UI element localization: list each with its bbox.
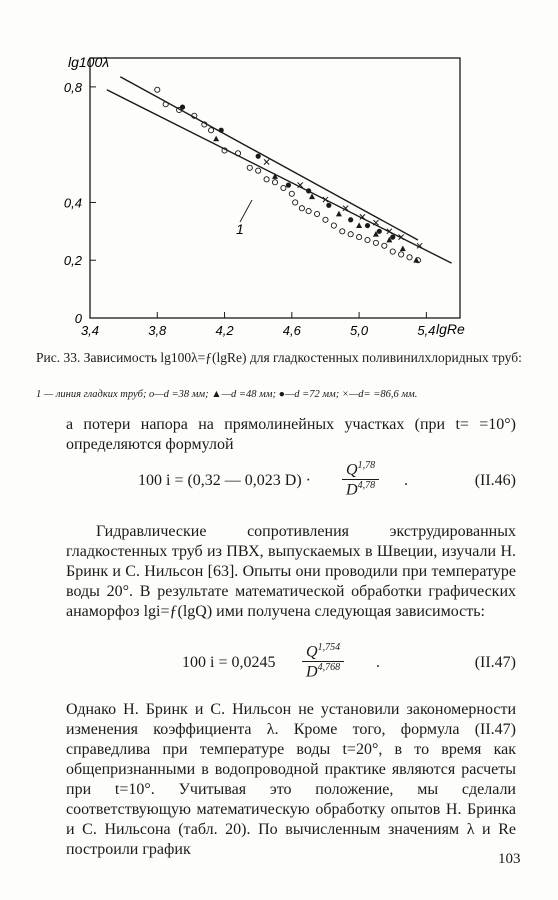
curve-label-leader bbox=[240, 200, 252, 222]
point-d38 bbox=[264, 177, 269, 182]
point-d48 bbox=[336, 211, 342, 217]
point-d72 bbox=[377, 229, 382, 234]
point-d38 bbox=[390, 249, 395, 254]
point-d38 bbox=[331, 223, 336, 228]
point-d48 bbox=[400, 245, 406, 251]
point-d38 bbox=[289, 191, 294, 196]
point-d38 bbox=[340, 229, 345, 234]
eq1-numerator: Q$^{1,78}$ bbox=[342, 460, 379, 480]
axis-ticks bbox=[64, 80, 435, 338]
x-tick-label: 5,4 bbox=[417, 323, 436, 338]
point-d38 bbox=[155, 87, 160, 92]
point-d86-6 bbox=[264, 159, 269, 164]
y-tick-label: 0,8 bbox=[63, 79, 82, 95]
point-d72 bbox=[306, 188, 311, 193]
point-d38 bbox=[382, 243, 387, 248]
x-axis-label: lgRe bbox=[436, 321, 465, 337]
x-tick-label: 4,2 bbox=[215, 323, 234, 338]
point-d72 bbox=[390, 235, 395, 240]
point-d38 bbox=[399, 252, 404, 257]
point-d38 bbox=[365, 237, 370, 242]
equation-II-46 bbox=[66, 458, 516, 508]
point-d38 bbox=[348, 232, 353, 237]
figure-legend: 1 — линия гладких труб; o—d =38 мм; ▲—d =48 мм; ●—d =72 мм; ×—d= =86,6 мм. bbox=[36, 389, 418, 400]
y-tick-label: 0,2 bbox=[63, 253, 82, 269]
plot-frame bbox=[90, 58, 460, 318]
point-d72 bbox=[365, 223, 370, 228]
point-d38 bbox=[208, 128, 213, 133]
x-tick-label: 4,6 bbox=[282, 323, 301, 338]
point-d38 bbox=[299, 206, 304, 211]
point-d38 bbox=[323, 217, 328, 222]
point-d72 bbox=[219, 128, 224, 133]
point-d38 bbox=[314, 211, 319, 216]
x-tick-label: 5,0 bbox=[350, 323, 369, 338]
y-tick-label: 0,4 bbox=[63, 195, 82, 211]
eq2-period: . bbox=[376, 654, 380, 671]
point-d38 bbox=[247, 165, 252, 170]
point-d38 bbox=[272, 180, 277, 185]
eq1-denominator: D$^{4,78}$ bbox=[346, 480, 376, 499]
paragraph-3: Однако Н. Бринк и С. Нильсон не установили закономерности изменения коэффициента λ. Кроме того, формула (II.47) справедлива при температуре воды t=20°, в то время как общепризнанными в водопроводной практике являются расчеты при t=10°. Учитывая это положение, мы сделали соответствующую математическую обработку опытов Н. Бринка и С. Нильсона (табл. 20). По вычисленным значениям λ и Re построили график bbox=[66, 701, 516, 858]
paragraph-1: а потери напора на прямолинейных участках (при t= =10°) определяются формулой bbox=[66, 416, 516, 453]
lg-lambda-vs-lgre-chart bbox=[0, 0, 558, 345]
point-d38 bbox=[293, 200, 298, 205]
point-d72 bbox=[348, 217, 353, 222]
eq2-denominator: D$^{4,768}$ bbox=[306, 662, 341, 681]
smooth-pipe-line bbox=[107, 90, 452, 263]
point-d38 bbox=[281, 185, 286, 190]
eq2-fraction bbox=[302, 642, 344, 682]
eq1-period: . bbox=[404, 472, 408, 489]
point-d72 bbox=[326, 203, 331, 208]
y-tick-label: 0 bbox=[74, 311, 82, 326]
paragraph-2: Гидравлические сопротивления экструдированных гладкостенных труб из ПВХ, выпускаемых в Швеции, изучали Н. Бринк и С. Нильсон [63]. Опыты они проводили при температуре воды 20°. В результате математической обработки графических анаморфоз lgi=ƒ(lgQ) ими получена следующая зависимость: bbox=[66, 523, 516, 620]
point-d48 bbox=[356, 222, 362, 228]
point-d72 bbox=[180, 105, 185, 110]
eq2-number: (II.47) bbox=[474, 654, 516, 671]
data-points bbox=[155, 87, 423, 263]
point-d72 bbox=[256, 154, 261, 159]
eq1-lhs: 100 i = (0,32 — 0,023 D) · bbox=[138, 472, 312, 489]
point-d38 bbox=[407, 255, 412, 260]
point-d38 bbox=[256, 168, 261, 173]
eq1-number: (II.46) bbox=[474, 472, 516, 489]
figure-caption: Рис. 33. Зависимость lg100λ=ƒ(lgRe) для гладкостенных поливинилхлоридных труб: bbox=[36, 350, 522, 365]
equation-II-47 bbox=[66, 640, 516, 690]
eq2-numerator: Q$^{1,754}$ bbox=[302, 642, 344, 662]
point-d38 bbox=[373, 240, 378, 245]
data-trend-line bbox=[120, 77, 418, 240]
point-d38 bbox=[306, 209, 311, 214]
eq1-fraction bbox=[342, 460, 379, 500]
point-d38 bbox=[356, 235, 361, 240]
point-d72 bbox=[286, 183, 291, 188]
curve-label-1: 1 bbox=[236, 221, 244, 237]
eq2-lhs: 100 i = 0,0245 bbox=[182, 654, 276, 671]
point-d48 bbox=[213, 136, 219, 142]
x-tick-label: 3,8 bbox=[148, 323, 167, 338]
y-axis-label: lg100λ bbox=[68, 54, 110, 70]
x-tick-label: 3,4 bbox=[80, 323, 100, 338]
page-number: 103 bbox=[498, 851, 521, 867]
